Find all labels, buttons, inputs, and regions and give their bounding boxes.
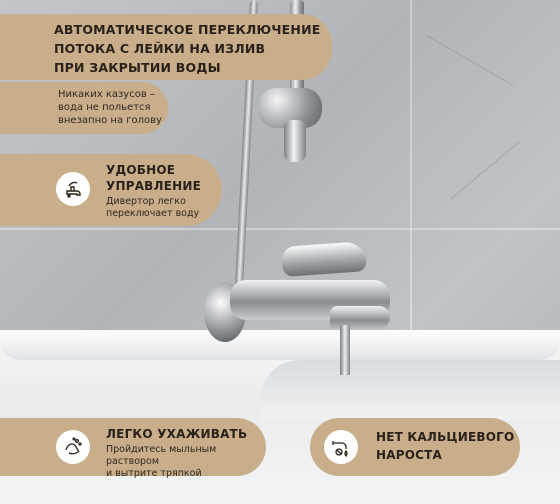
feature-control-title-line: УДОБНОЕ — [106, 163, 176, 177]
banner-top-sub-panel — [0, 82, 168, 134]
banner-top-sub — [58, 88, 162, 127]
banner-top-title-line: ПРИ ЗАКРЫТИИ ВОДЫ — [54, 60, 221, 75]
banner-top-sub-line: вода не польется — [58, 102, 151, 113]
feature-control-title-line: УПРАВЛЕНИЕ — [106, 179, 201, 193]
feature-care-sub-line: и вытрите тряпкой — [106, 468, 202, 479]
washing-hands-icon — [56, 430, 90, 464]
feature-care-sub — [106, 444, 266, 480]
stone-vein — [426, 35, 513, 86]
faucet-handle-icon — [56, 172, 90, 206]
feature-control-sub — [106, 196, 199, 220]
feature-control-sub-line: Дивертор легко — [106, 196, 186, 207]
tile-grout — [0, 228, 560, 230]
tile-grout-vertical — [410, 0, 412, 330]
banner-top-title-panel — [0, 14, 332, 80]
feature-limescale-title-line: НЕТ КАЛЬЦИЕВОГО — [376, 430, 515, 444]
feature-care-title: ЛЕГКО УХАЖИВАТЬ — [106, 427, 248, 441]
shower-holder-clamp — [284, 120, 306, 162]
feature-care-panel — [0, 418, 266, 479]
feature-limescale-title — [376, 428, 514, 464]
bathtub-inner — [260, 360, 560, 420]
faucet-lever — [281, 241, 367, 277]
faucet-drop-icon — [324, 430, 358, 464]
feature-control-sub-line: переключает воду — [106, 208, 200, 219]
feature-control-title — [106, 162, 201, 194]
faucet-spout — [330, 306, 390, 330]
banner-top-sub-line: Никаких казусов – — [58, 89, 155, 100]
feature-limescale-panel — [310, 418, 520, 476]
banner-top-title-line: ПОТОКА С ЛЕЙКИ НА ИЗЛИВ — [54, 41, 266, 56]
bathtub-rim — [0, 330, 560, 360]
feature-care-sub-line: Пройдитесь мыльным раствором — [106, 444, 217, 467]
banner-top-title-line: АВТОМАТИЧЕСКОЕ ПЕРЕКЛЮЧЕНИЕ — [54, 22, 321, 37]
feature-limescale-title-line: НАРОСТА — [376, 448, 443, 462]
banner-top-title — [54, 20, 320, 77]
stone-vein — [450, 141, 520, 200]
faucet-diverter — [340, 325, 350, 375]
feature-control-panel — [0, 154, 222, 226]
banner-top-sub-line: внезапно на голову — [58, 115, 162, 126]
